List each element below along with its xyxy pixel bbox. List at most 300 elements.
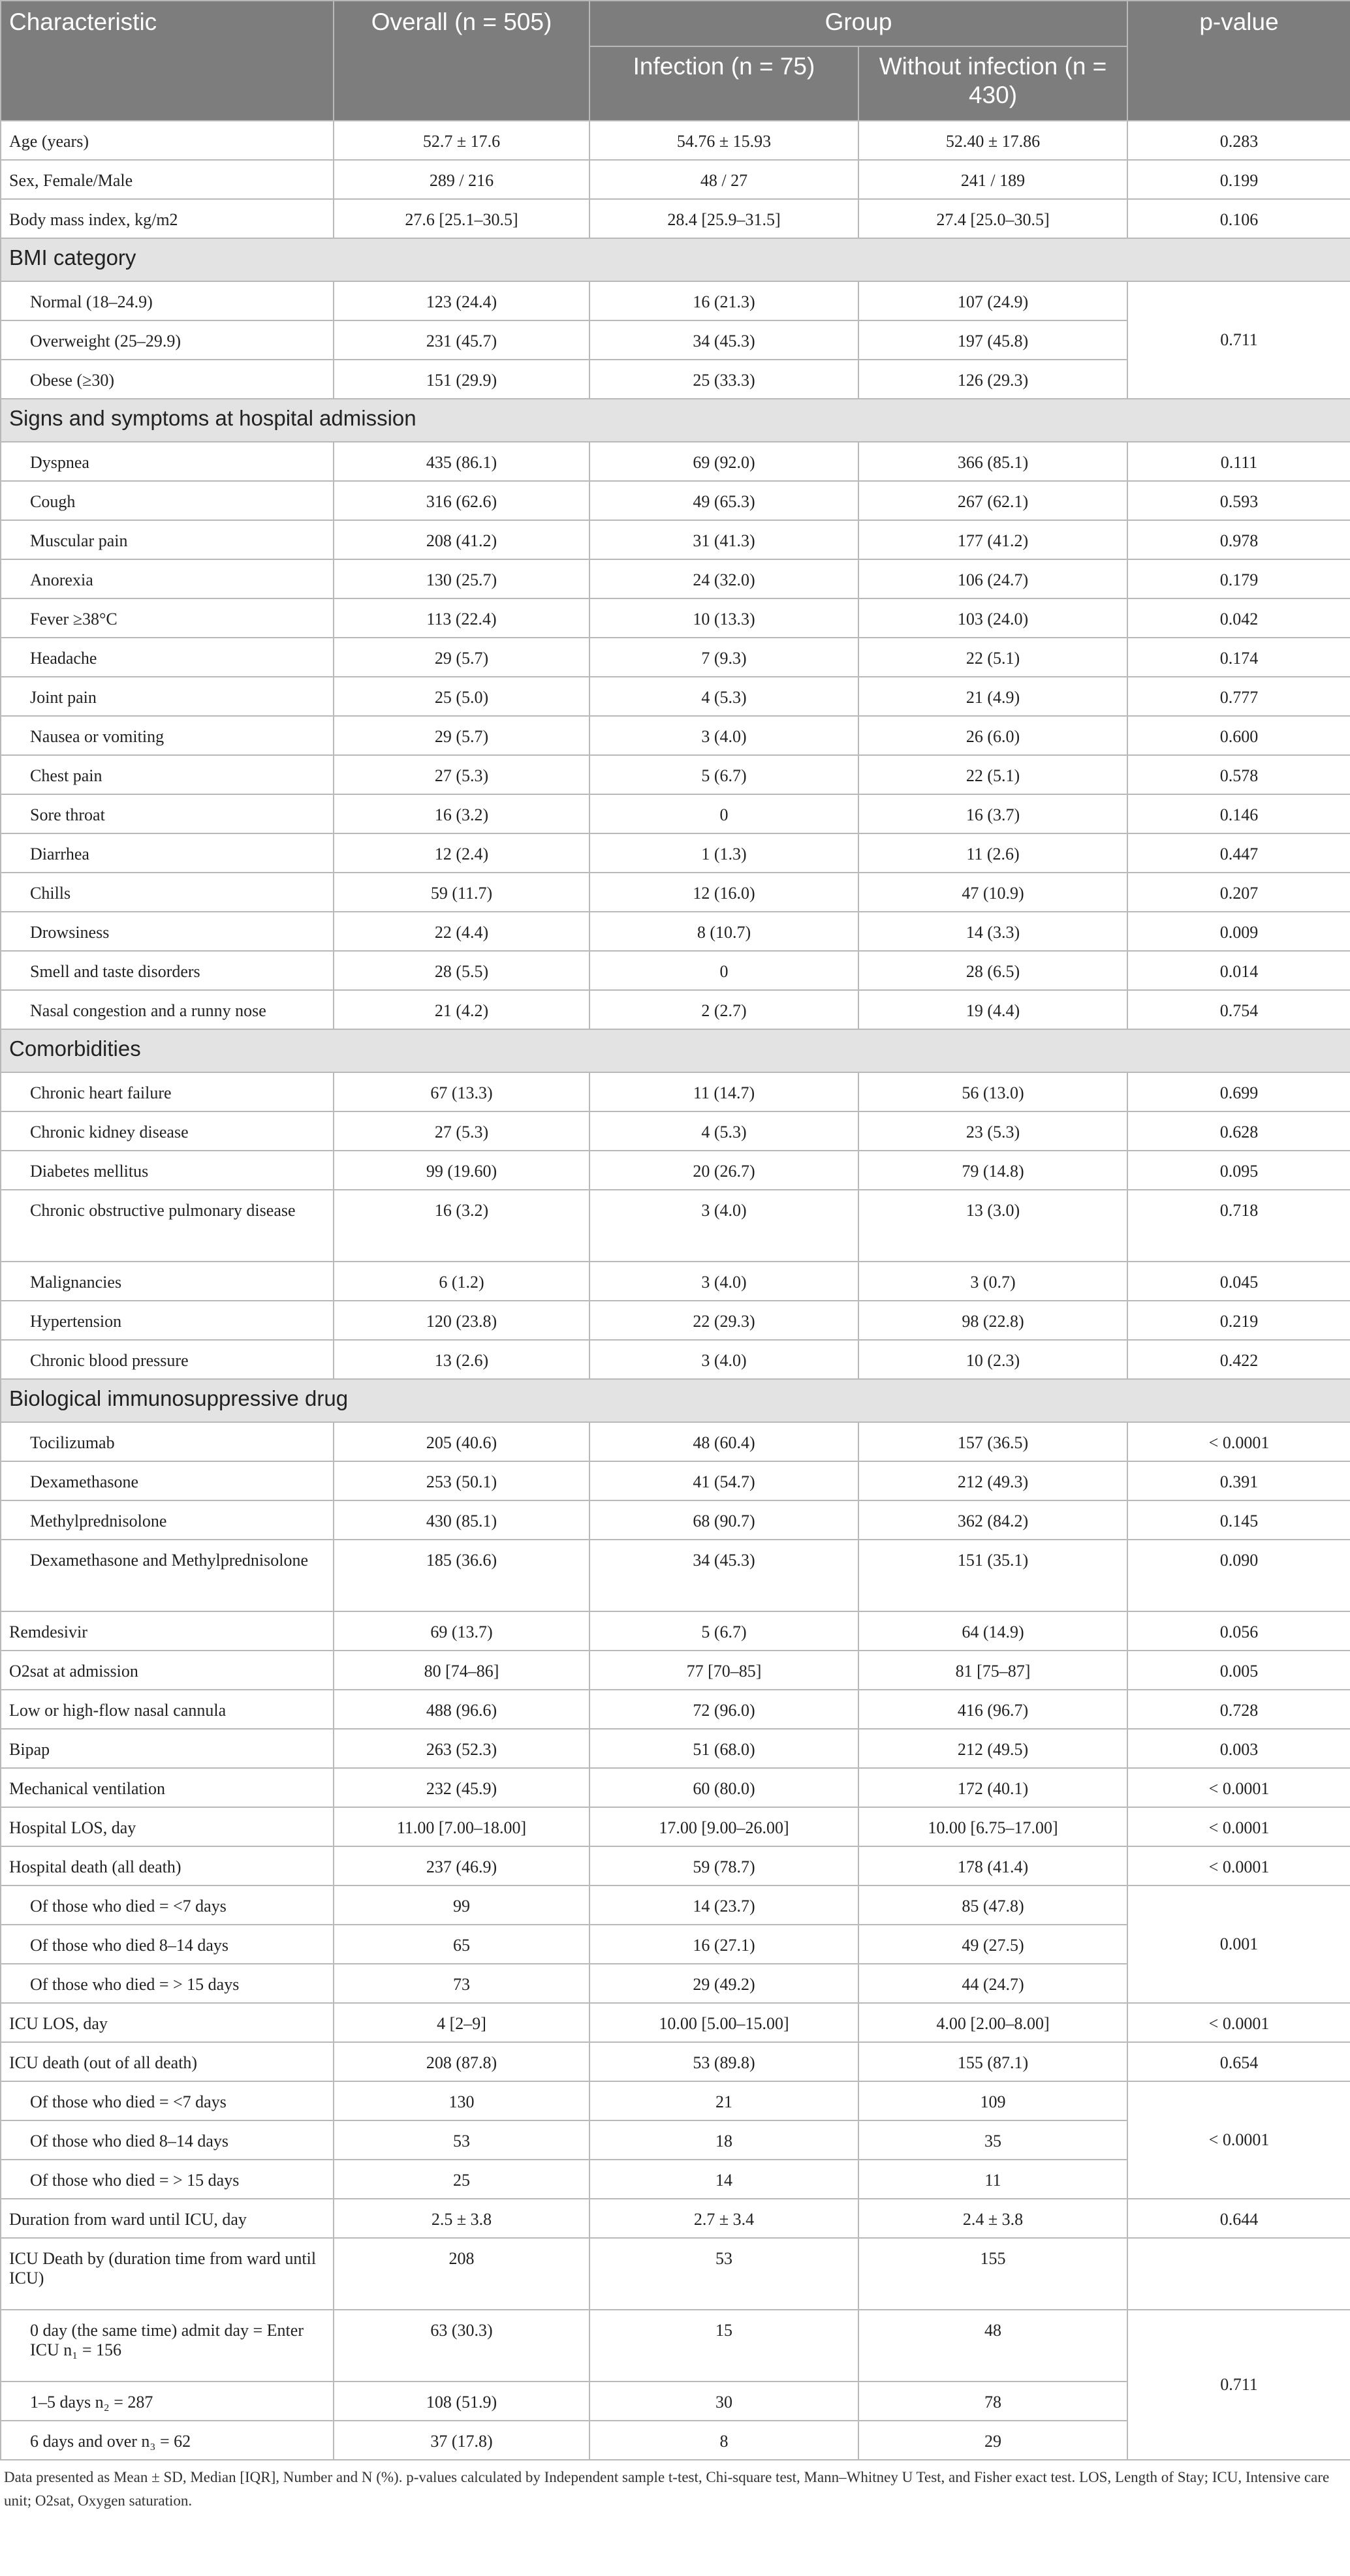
cell-without-infection: 366 (85.1)	[858, 442, 1127, 481]
row-label: Normal (18–24.9)	[1, 281, 334, 320]
cell-p-value: 0.777	[1127, 677, 1350, 716]
table-row	[1, 1190, 1350, 1262]
table-row	[1, 677, 1350, 716]
cell-overall: 253 (50.1)	[334, 1461, 589, 1500]
cell-p-value: 0.600	[1127, 716, 1350, 755]
cell-overall: 232 (45.9)	[334, 1768, 589, 1807]
row-label: Sex, Female/Male	[1, 160, 334, 199]
row-label: Joint pain	[1, 677, 334, 716]
cell-p-value: 0.728	[1127, 1690, 1350, 1729]
row-label: Chills	[1, 873, 334, 912]
table-row	[1, 1072, 1350, 1111]
cell-p-value: 0.422	[1127, 1340, 1350, 1379]
cell-infection: 3 (4.0)	[589, 1190, 858, 1262]
row-label: Of those who died 8–14 days	[1, 1925, 334, 1964]
cell-overall: 208	[334, 2238, 589, 2310]
row-label: Mechanical ventilation	[1, 1768, 334, 1807]
cell-overall: 29 (5.7)	[334, 638, 589, 677]
cell-infection: 10 (13.3)	[589, 598, 858, 638]
cell-overall: 65	[334, 1925, 589, 1964]
cell-without-infection: 79 (14.8)	[858, 1151, 1127, 1190]
table-row	[1, 2199, 1350, 2238]
row-label: Chronic blood pressure	[1, 1340, 334, 1379]
cell-overall: 25 (5.0)	[334, 677, 589, 716]
cell-p-value: 0.644	[1127, 2199, 1350, 2238]
section-title: BMI category	[1, 238, 1350, 281]
cell-overall: 21 (4.2)	[334, 990, 589, 1029]
cell-without-infection: 3 (0.7)	[858, 1262, 1127, 1301]
row-label: Hypertension	[1, 1301, 334, 1340]
row-label: Of those who died = <7 days	[1, 1885, 334, 1925]
cell-p-value: 0.005	[1127, 1651, 1350, 1690]
cell-without-infection: 107 (24.9)	[858, 281, 1127, 320]
cell-p-value: 0.014	[1127, 951, 1350, 990]
cell-infection: 4 (5.3)	[589, 1111, 858, 1151]
row-label: Smell and taste disorders	[1, 951, 334, 990]
cell-p-value: < 0.0001	[1127, 1768, 1350, 1807]
cell-overall: 80 [74–86]	[334, 1651, 589, 1690]
cell-p-value: 0.056	[1127, 1611, 1350, 1651]
table-row	[1, 873, 1350, 912]
table-body	[1, 121, 1350, 2460]
cell-without-infection: 172 (40.1)	[858, 1768, 1127, 1807]
cell-p-value: 0.628	[1127, 1111, 1350, 1151]
table-row	[1, 1340, 1350, 1379]
cell-infection: 34 (45.3)	[589, 1540, 858, 1611]
cell-without-infection: 19 (4.4)	[858, 990, 1127, 1029]
cell-without-infection: 155	[858, 2238, 1127, 2310]
cell-overall: 108 (51.9)	[334, 2382, 589, 2421]
cell-infection: 8 (10.7)	[589, 912, 858, 951]
table-row	[1, 199, 1350, 238]
cell-infection: 5 (6.7)	[589, 755, 858, 794]
row-label: Diabetes mellitus	[1, 1151, 334, 1190]
table-row	[1, 833, 1350, 873]
cell-overall: 13 (2.6)	[334, 1340, 589, 1379]
cell-infection: 69 (92.0)	[589, 442, 858, 481]
row-label: ICU Death by (duration time from ward until ICU)	[1, 2238, 334, 2310]
cell-p-value: 0.593	[1127, 481, 1350, 520]
cell-infection: 60 (80.0)	[589, 1768, 858, 1807]
cell-overall: 488 (96.6)	[334, 1690, 589, 1729]
cell-overall: 16 (3.2)	[334, 794, 589, 833]
cell-infection: 31 (41.3)	[589, 520, 858, 559]
table-row	[1, 1500, 1350, 1540]
cell-without-infection: 81 [75–87]	[858, 1651, 1127, 1690]
cell-without-infection: 212 (49.5)	[858, 1729, 1127, 1768]
cell-without-infection: 178 (41.4)	[858, 1846, 1127, 1885]
cell-p-value: 0.711	[1127, 281, 1350, 399]
cell-infection: 3 (4.0)	[589, 1262, 858, 1301]
cell-without-infection: 10.00 [6.75–17.00]	[858, 1807, 1127, 1846]
cell-overall: 73	[334, 1964, 589, 2003]
cell-overall: 130	[334, 2081, 589, 2120]
cell-without-infection: 212 (49.3)	[858, 1461, 1127, 1500]
cell-without-infection: 78	[858, 2382, 1127, 2421]
table-row	[1, 1540, 1350, 1611]
row-label: Methylprednisolone	[1, 1500, 334, 1540]
section-header-row	[1, 399, 1350, 442]
cell-overall: 2.5 ± 3.8	[334, 2199, 589, 2238]
cell-without-infection: 98 (22.8)	[858, 1301, 1127, 1340]
row-label: Dyspnea	[1, 442, 334, 481]
cell-without-infection: 29	[858, 2421, 1127, 2460]
row-label: Hospital LOS, day	[1, 1807, 334, 1846]
cell-without-infection: 35	[858, 2120, 1127, 2160]
cell-without-infection: 23 (5.3)	[858, 1111, 1127, 1151]
row-label: Nasal congestion and a runny nose	[1, 990, 334, 1029]
cell-without-infection: 106 (24.7)	[858, 559, 1127, 598]
cell-without-infection: 157 (36.5)	[858, 1422, 1127, 1461]
cell-p-value: 0.207	[1127, 873, 1350, 912]
cell-infection: 7 (9.3)	[589, 638, 858, 677]
cell-p-value: 0.146	[1127, 794, 1350, 833]
row-label: Fever ≥38°C	[1, 598, 334, 638]
cell-p-value: 0.391	[1127, 1461, 1350, 1500]
cell-p-value: 0.754	[1127, 990, 1350, 1029]
row-label: O2sat at admission	[1, 1651, 334, 1690]
cell-overall: 263 (52.3)	[334, 1729, 589, 1768]
row-label: Cough	[1, 481, 334, 520]
row-label: Remdesivir	[1, 1611, 334, 1651]
table-row	[1, 1885, 1350, 1925]
cell-infection: 24 (32.0)	[589, 559, 858, 598]
cell-without-infection: 56 (13.0)	[858, 1072, 1127, 1111]
cell-infection: 30	[589, 2382, 858, 2421]
header-group: Group	[589, 1, 1127, 46]
cell-infection: 14	[589, 2160, 858, 2199]
section-title: Biological immunosuppressive drug	[1, 1379, 1350, 1422]
table-row	[1, 638, 1350, 677]
cell-overall: 208 (41.2)	[334, 520, 589, 559]
cell-p-value: 0.090	[1127, 1540, 1350, 1611]
cell-without-infection: 22 (5.1)	[858, 638, 1127, 677]
header-without-infection: Without infection (n = 430)	[858, 46, 1127, 121]
cell-overall: 231 (45.7)	[334, 320, 589, 360]
table-row	[1, 951, 1350, 990]
row-label: Diarrhea	[1, 833, 334, 873]
cell-overall: 4 [2–9]	[334, 2003, 589, 2042]
table-row	[1, 281, 1350, 320]
cell-p-value: 0.009	[1127, 912, 1350, 951]
row-label: Chronic obstructive pulmonary disease	[1, 1190, 334, 1262]
row-label: Sore throat	[1, 794, 334, 833]
table-row	[1, 121, 1350, 160]
cell-infection: 15	[589, 2310, 858, 2382]
row-label: Nausea or vomiting	[1, 716, 334, 755]
cell-p-value: 0.199	[1127, 160, 1350, 199]
cell-without-infection: 109	[858, 2081, 1127, 2120]
cell-infection: 53 (89.8)	[589, 2042, 858, 2081]
cell-infection: 48 / 27	[589, 160, 858, 199]
row-label: Of those who died = > 15 days	[1, 1964, 334, 2003]
cell-overall: 289 / 216	[334, 160, 589, 199]
cell-without-infection: 47 (10.9)	[858, 873, 1127, 912]
table-row	[1, 1651, 1350, 1690]
cell-p-value: < 0.0001	[1127, 2003, 1350, 2042]
cell-without-infection: 13 (3.0)	[858, 1190, 1127, 1262]
table-row	[1, 1768, 1350, 1807]
table-row	[1, 2081, 1350, 2120]
cell-without-infection: 267 (62.1)	[858, 481, 1127, 520]
row-label: Obese (≥30)	[1, 360, 334, 399]
cell-without-infection: 10 (2.3)	[858, 1340, 1127, 1379]
cell-p-value: 0.711	[1127, 2310, 1350, 2460]
row-label: Age (years)	[1, 121, 334, 160]
cell-p-value: < 0.0001	[1127, 1422, 1350, 1461]
cell-infection: 8	[589, 2421, 858, 2460]
cell-overall: 27.6 [25.1–30.5]	[334, 199, 589, 238]
cell-overall: 6 (1.2)	[334, 1262, 589, 1301]
cell-p-value: 0.179	[1127, 559, 1350, 598]
cell-infection: 48 (60.4)	[589, 1422, 858, 1461]
cell-p-value: < 0.0001	[1127, 2081, 1350, 2199]
cell-p-value: 0.654	[1127, 2042, 1350, 2081]
table-footnote: Data presented as Mean ± SD, Median [IQR], Number and N (%). p-values calculated by Independent sample t-test, Chi-square test, Mann–Whitney U Test, and Fisher exact test. LOS, Length of Stay; ICU, Intensive care unit; O2sat, Oxygen saturation.	[4, 2469, 1330, 2509]
cell-infection: 1 (1.3)	[589, 833, 858, 873]
table-row	[1, 794, 1350, 833]
cell-p-value: 0.219	[1127, 1301, 1350, 1340]
table-row	[1, 442, 1350, 481]
cell-p-value: < 0.0001	[1127, 1807, 1350, 1846]
cell-without-infection: 48	[858, 2310, 1127, 2382]
cell-p-value: 0.145	[1127, 1500, 1350, 1540]
cell-p-value: 0.447	[1127, 833, 1350, 873]
table-row	[1, 2238, 1350, 2310]
cell-overall: 151 (29.9)	[334, 360, 589, 399]
row-label: Chronic heart failure	[1, 1072, 334, 1111]
cell-infection: 18	[589, 2120, 858, 2160]
cell-infection: 4 (5.3)	[589, 677, 858, 716]
cell-infection: 20 (26.7)	[589, 1151, 858, 1190]
cell-overall: 120 (23.8)	[334, 1301, 589, 1340]
cell-without-infection: 103 (24.0)	[858, 598, 1127, 638]
cell-overall: 130 (25.7)	[334, 559, 589, 598]
cell-overall: 29 (5.7)	[334, 716, 589, 755]
table-row	[1, 1611, 1350, 1651]
cell-without-infection: 151 (35.1)	[858, 1540, 1127, 1611]
table-row	[1, 990, 1350, 1029]
cell-overall: 67 (13.3)	[334, 1072, 589, 1111]
table-row	[1, 1807, 1350, 1846]
cell-infection: 10.00 [5.00–15.00]	[589, 2003, 858, 2042]
row-label: ICU LOS, day	[1, 2003, 334, 2042]
row-label: Of those who died = > 15 days	[1, 2160, 334, 2199]
row-label: Headache	[1, 638, 334, 677]
cell-without-infection: 11 (2.6)	[858, 833, 1127, 873]
cell-overall: 208 (87.8)	[334, 2042, 589, 2081]
cell-p-value: 0.106	[1127, 199, 1350, 238]
cell-without-infection: 27.4 [25.0–30.5]	[858, 199, 1127, 238]
row-label: Overweight (25–29.9)	[1, 320, 334, 360]
cell-infection: 59 (78.7)	[589, 1846, 858, 1885]
cell-without-infection: 155 (87.1)	[858, 2042, 1127, 2081]
table-row	[1, 559, 1350, 598]
table-row	[1, 1301, 1350, 1340]
cell-p-value: 0.718	[1127, 1190, 1350, 1262]
cell-p-value: 0.095	[1127, 1151, 1350, 1190]
cell-infection: 2.7 ± 3.4	[589, 2199, 858, 2238]
table-row	[1, 1422, 1350, 1461]
cell-infection: 16 (27.1)	[589, 1925, 858, 1964]
table-header	[1, 1, 1350, 121]
cell-overall: 28 (5.5)	[334, 951, 589, 990]
row-label: Bipap	[1, 1729, 334, 1768]
cell-without-infection: 197 (45.8)	[858, 320, 1127, 360]
table-row	[1, 481, 1350, 520]
cell-infection: 54.76 ± 15.93	[589, 121, 858, 160]
cell-without-infection: 16 (3.7)	[858, 794, 1127, 833]
cell-infection: 21	[589, 2081, 858, 2120]
row-label: Body mass index, kg/m2	[1, 199, 334, 238]
cell-overall: 99	[334, 1885, 589, 1925]
cell-overall: 16 (3.2)	[334, 1190, 589, 1262]
cell-infection: 0	[589, 951, 858, 990]
row-label: Of those who died 8–14 days	[1, 2120, 334, 2160]
cell-overall: 99 (19.60)	[334, 1151, 589, 1190]
cell-infection: 0	[589, 794, 858, 833]
cell-overall: 185 (36.6)	[334, 1540, 589, 1611]
cell-infection: 51 (68.0)	[589, 1729, 858, 1768]
cell-without-infection: 4.00 [2.00–8.00]	[858, 2003, 1127, 2042]
cell-without-infection: 64 (14.9)	[858, 1611, 1127, 1651]
cell-infection: 5 (6.7)	[589, 1611, 858, 1651]
table-row	[1, 1151, 1350, 1190]
cell-overall: 11.00 [7.00–18.00]	[334, 1807, 589, 1846]
cell-overall: 123 (24.4)	[334, 281, 589, 320]
row-label: Dexamethasone	[1, 1461, 334, 1500]
cell-p-value: 0.283	[1127, 121, 1350, 160]
cell-infection: 29 (49.2)	[589, 1964, 858, 2003]
cell-infection: 49 (65.3)	[589, 481, 858, 520]
cell-overall: 22 (4.4)	[334, 912, 589, 951]
cell-overall: 316 (62.6)	[334, 481, 589, 520]
cell-p-value: 0.045	[1127, 1262, 1350, 1301]
cell-overall: 37 (17.8)	[334, 2421, 589, 2460]
cell-infection: 12 (16.0)	[589, 873, 858, 912]
row-label: Duration from ward until ICU, day	[1, 2199, 334, 2238]
cell-infection: 53	[589, 2238, 858, 2310]
table-row	[1, 755, 1350, 794]
table-row	[1, 1690, 1350, 1729]
section-header-row	[1, 1029, 1350, 1072]
cell-overall: 25	[334, 2160, 589, 2199]
header-overall: Overall (n = 505)	[334, 1, 589, 121]
row-label: Of those who died = <7 days	[1, 2081, 334, 2120]
cell-p-value: 0.042	[1127, 598, 1350, 638]
section-title: Comorbidities	[1, 1029, 1350, 1072]
section-title: Signs and symptoms at hospital admission	[1, 399, 1350, 442]
cell-infection: 14 (23.7)	[589, 1885, 858, 1925]
row-label: 0 day (the same time) admit day = Enter ICU n₁ = 156	[1, 2310, 334, 2382]
section-header-row	[1, 1379, 1350, 1422]
cell-overall: 205 (40.6)	[334, 1422, 589, 1461]
cell-overall: 52.7 ± 17.6	[334, 121, 589, 160]
cell-p-value: 0.003	[1127, 1729, 1350, 1768]
table-row	[1, 2003, 1350, 2042]
table-row	[1, 912, 1350, 951]
cell-overall: 63 (30.3)	[334, 2310, 589, 2382]
cell-infection: 28.4 [25.9–31.5]	[589, 199, 858, 238]
row-label: Chest pain	[1, 755, 334, 794]
table-row	[1, 716, 1350, 755]
row-label: Anorexia	[1, 559, 334, 598]
cell-infection: 41 (54.7)	[589, 1461, 858, 1500]
row-label: Malignancies	[1, 1262, 334, 1301]
cell-without-infection: 362 (84.2)	[858, 1500, 1127, 1540]
row-label: ICU death (out of all death)	[1, 2042, 334, 2081]
cell-infection: 72 (96.0)	[589, 1690, 858, 1729]
cell-infection: 68 (90.7)	[589, 1500, 858, 1540]
cell-without-infection: 416 (96.7)	[858, 1690, 1127, 1729]
cell-without-infection: 14 (3.3)	[858, 912, 1127, 951]
row-label: Hospital death (all death)	[1, 1846, 334, 1885]
table-row	[1, 1262, 1350, 1301]
table-row	[1, 1729, 1350, 1768]
table-row	[1, 2310, 1350, 2382]
cell-overall: 53	[334, 2120, 589, 2160]
cell-p-value: 0.578	[1127, 755, 1350, 794]
header-infection: Infection (n = 75)	[589, 46, 858, 121]
cell-p-value	[1127, 2238, 1350, 2310]
cell-infection: 16 (21.3)	[589, 281, 858, 320]
cell-without-infection: 52.40 ± 17.86	[858, 121, 1127, 160]
header-characteristic: Characteristic	[1, 1, 334, 121]
cell-infection: 17.00 [9.00–26.00]	[589, 1807, 858, 1846]
cell-infection: 25 (33.3)	[589, 360, 858, 399]
row-label: Drowsiness	[1, 912, 334, 951]
cell-without-infection: 241 / 189	[858, 160, 1127, 199]
table-row	[1, 1846, 1350, 1885]
cell-without-infection: 2.4 ± 3.8	[858, 2199, 1127, 2238]
table-row	[1, 598, 1350, 638]
cell-without-infection: 49 (27.5)	[858, 1925, 1127, 1964]
cell-infection: 3 (4.0)	[589, 716, 858, 755]
cell-overall: 12 (2.4)	[334, 833, 589, 873]
table-row	[1, 520, 1350, 559]
cell-overall: 59 (11.7)	[334, 873, 589, 912]
row-label: Chronic kidney disease	[1, 1111, 334, 1151]
row-label: Low or high-flow nasal cannula	[1, 1690, 334, 1729]
cell-without-infection: 11	[858, 2160, 1127, 2199]
table-row	[1, 160, 1350, 199]
cell-infection: 11 (14.7)	[589, 1072, 858, 1111]
cell-overall: 27 (5.3)	[334, 1111, 589, 1151]
table-row	[1, 2042, 1350, 2081]
table-row	[1, 1461, 1350, 1500]
cell-without-infection: 44 (24.7)	[858, 1964, 1127, 2003]
cell-overall: 27 (5.3)	[334, 755, 589, 794]
row-label: Muscular pain	[1, 520, 334, 559]
cell-without-infection: 26 (6.0)	[858, 716, 1127, 755]
cell-p-value: 0.111	[1127, 442, 1350, 481]
cell-p-value: 0.001	[1127, 1885, 1350, 2003]
cell-without-infection: 28 (6.5)	[858, 951, 1127, 990]
cell-without-infection: 22 (5.1)	[858, 755, 1127, 794]
cell-p-value: < 0.0001	[1127, 1846, 1350, 1885]
cell-overall: 237 (46.9)	[334, 1846, 589, 1885]
section-header-row	[1, 238, 1350, 281]
cell-without-infection: 177 (41.2)	[858, 520, 1127, 559]
cell-overall: 113 (22.4)	[334, 598, 589, 638]
cell-infection: 77 [70–85]	[589, 1651, 858, 1690]
cell-p-value: 0.978	[1127, 520, 1350, 559]
cell-infection: 3 (4.0)	[589, 1340, 858, 1379]
row-label: 1–5 days n₂ = 287	[1, 2382, 334, 2421]
cell-infection: 2 (2.7)	[589, 990, 858, 1029]
cell-infection: 34 (45.3)	[589, 320, 858, 360]
row-label: 6 days and over n₃ = 62	[1, 2421, 334, 2460]
